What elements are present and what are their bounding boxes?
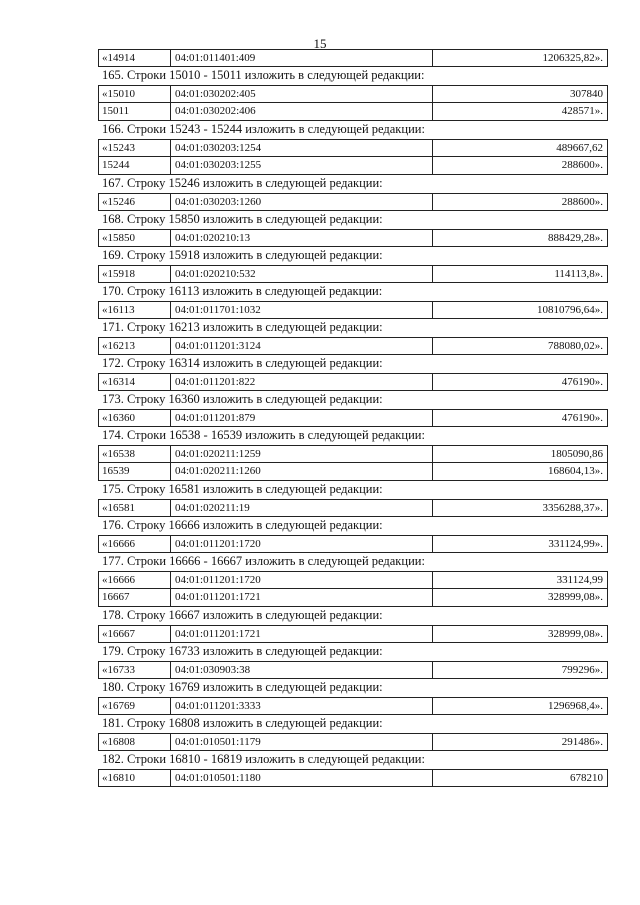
table-row [98, 463, 608, 481]
cadastral-number-cell: 04:01:030202:406 [171, 103, 433, 120]
row-number-cell: «16666 [99, 572, 171, 588]
value-cell: 489667,62 [556, 142, 603, 154]
row-number-cell: «16810 [99, 770, 171, 786]
cadastral-number-cell: 04:01:011201:3124 [171, 338, 433, 354]
value-cell: 331124,99 [556, 574, 603, 586]
table-row [98, 49, 608, 67]
row-number-cell: «15850 [99, 230, 171, 246]
cadastral-number-cell: 04:01:020211:1259 [171, 446, 433, 462]
cadastral-number-cell: 04:01:030203:1260 [171, 194, 433, 210]
amendment-heading: 178. Строку 16667 изложить в следующей редакции: [102, 608, 383, 622]
value-cell: 799296». [561, 664, 603, 676]
value-cell: 331124,99». [548, 538, 603, 550]
row-number-cell: 16539 [99, 463, 171, 480]
amendment-heading: 182. Строки 16810 - 16819 изложить в следующей редакции: [102, 752, 425, 766]
cadastral-number-cell: 04:01:030203:1255 [171, 157, 433, 174]
value-cell: 1805090,86 [550, 448, 603, 460]
row-number-cell: «16667 [99, 626, 171, 642]
amendment-heading: 168. Строку 15850 изложить в следующей редакции: [102, 212, 383, 226]
page-number: 15 [313, 36, 327, 51]
value-cell: 1206325,82». [542, 52, 603, 64]
amendment-heading: 174. Строки 16538 - 16539 изложить в следующей редакции: [102, 428, 425, 442]
row-number-cell: «16581 [99, 500, 171, 516]
amendment-heading: 167. Строку 15246 изложить в следующей редакции: [102, 176, 383, 190]
table-row [98, 661, 608, 679]
amendment-heading: 176. Строку 16666 изложить в следующей редакции: [102, 518, 383, 532]
row-number-cell: 16667 [99, 589, 171, 606]
table-row [98, 769, 608, 787]
table-row [98, 193, 608, 211]
cadastral-number-cell: 04:01:020210:532 [171, 266, 433, 282]
cadastral-number-cell: 04:01:020211:19 [171, 500, 433, 516]
row-number-cell: «15010 [99, 86, 171, 102]
value-cell: 168604,13». [548, 465, 603, 477]
value-cell: 288600». [561, 159, 603, 171]
value-cell: 291486». [561, 736, 603, 748]
amendment-heading: 177. Строки 16666 - 16667 изложить в следующей редакции: [102, 554, 425, 568]
value-cell: 1296968,4». [548, 700, 603, 712]
value-cell: 888429,28». [548, 232, 603, 244]
table-row [98, 229, 608, 247]
amendment-heading: 165. Строки 15010 - 15011 изложить в следующей редакции: [102, 68, 425, 82]
row-number-cell: «14914 [99, 50, 171, 66]
row-number-cell: «15918 [99, 266, 171, 282]
table-row [98, 535, 608, 553]
amendment-heading: 166. Строки 15243 - 15244 изложить в следующей редакции: [102, 122, 425, 136]
cadastral-number-cell: 04:01:011201:1721 [171, 626, 433, 642]
value-cell: 3356288,37». [542, 502, 603, 514]
cadastral-number-cell: 04:01:011701:1032 [171, 302, 433, 318]
cadastral-number-cell: 04:01:011201:822 [171, 374, 433, 390]
row-number-cell: «16769 [99, 698, 171, 714]
value-cell: 428571». [561, 105, 603, 117]
row-number-cell: 15244 [99, 157, 171, 174]
value-cell: 678210 [570, 772, 603, 784]
cadastral-number-cell: 04:01:011201:1720 [171, 572, 433, 588]
cadastral-number-cell: 04:01:011201:1721 [171, 589, 433, 606]
table-row [98, 301, 608, 319]
value-cell: 328999,08». [548, 628, 603, 640]
value-cell: 114113,8». [554, 268, 603, 280]
cadastral-number-cell: 04:01:011401:409 [171, 50, 433, 66]
table-row [98, 697, 608, 715]
row-number-cell: «16733 [99, 662, 171, 678]
value-cell: 307840 [570, 88, 603, 100]
cadastral-number-cell: 04:01:020210:13 [171, 230, 433, 246]
cadastral-number-cell: 04:01:030203:1254 [171, 140, 433, 156]
value-cell: 476190». [561, 376, 603, 388]
value-cell: 10810796,64». [537, 304, 603, 316]
amendment-heading: 181. Строку 16808 изложить в следующей редакции: [102, 716, 383, 730]
row-number-cell: «15246 [99, 194, 171, 210]
value-cell: 788080,02». [548, 340, 603, 352]
cadastral-number-cell: 04:01:010501:1180 [171, 770, 433, 786]
table-row [98, 445, 608, 463]
table-row [98, 157, 608, 175]
value-cell: 328999,08». [548, 591, 603, 603]
row-number-cell: «16808 [99, 734, 171, 750]
cadastral-number-cell: 04:01:010501:1179 [171, 734, 433, 750]
amendment-heading: 179. Строку 16733 изложить в следующей редакции: [102, 644, 383, 658]
amendment-heading: 172. Строку 16314 изложить в следующей редакции: [102, 356, 383, 370]
amendment-heading: 170. Строку 16113 изложить в следующей редакции: [102, 284, 383, 298]
amendment-heading: 169. Строку 15918 изложить в следующей редакции: [102, 248, 383, 262]
amendment-heading: 171. Строку 16213 изложить в следующей редакции: [102, 320, 383, 334]
table-row [98, 589, 608, 607]
table-row [98, 625, 608, 643]
cadastral-number-cell: 04:01:030903:38 [171, 662, 433, 678]
row-number-cell: «16213 [99, 338, 171, 354]
row-number-cell: «16314 [99, 374, 171, 390]
row-number-cell: «15243 [99, 140, 171, 156]
table-row [98, 139, 608, 157]
document-body [98, 49, 608, 787]
table-row [98, 373, 608, 391]
value-cell: 288600». [561, 196, 603, 208]
cadastral-number-cell: 04:01:011201:879 [171, 410, 433, 426]
row-number-cell: 15011 [99, 103, 171, 120]
amendment-heading: 175. Строку 16581 изложить в следующей редакции: [102, 482, 383, 496]
cadastral-number-cell: 04:01:020211:1260 [171, 463, 433, 480]
table-row [98, 337, 608, 355]
table-row [98, 265, 608, 283]
table-row [98, 409, 608, 427]
table-row [98, 733, 608, 751]
cadastral-number-cell: 04:01:030202:405 [171, 86, 433, 102]
table-row [98, 85, 608, 103]
table-row [98, 499, 608, 517]
cadastral-number-cell: 04:01:011201:1720 [171, 536, 433, 552]
table-row [98, 571, 608, 589]
value-cell: 476190». [561, 412, 603, 424]
row-number-cell: «16113 [99, 302, 171, 318]
amendment-heading: 180. Строку 16769 изложить в следующей редакции: [102, 680, 383, 694]
row-number-cell: «16360 [99, 410, 171, 426]
amendment-heading: 173. Строку 16360 изложить в следующей редакции: [102, 392, 383, 406]
row-number-cell: «16538 [99, 446, 171, 462]
cadastral-number-cell: 04:01:011201:3333 [171, 698, 433, 714]
row-number-cell: «16666 [99, 536, 171, 552]
table-row [98, 103, 608, 121]
